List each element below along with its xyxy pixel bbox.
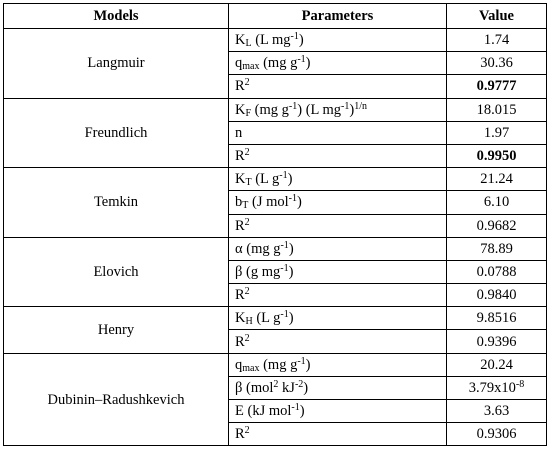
parameter-unit-exponent: -2 [294, 378, 304, 390]
parameter-unit-text: (L mg [251, 32, 291, 49]
parameter-unit-exponent: -1 [297, 54, 306, 66]
value-cell [447, 423, 547, 446]
parameter-unit-text: ) (L mg [297, 101, 342, 118]
isotherm-parameters-table [3, 3, 547, 446]
parameter-subscript: H [245, 316, 253, 328]
parameter-cell [229, 423, 447, 446]
parameter-subscript: L [245, 38, 252, 50]
parameter-unit-text: ) [305, 55, 311, 72]
parameter-cell [229, 307, 447, 330]
parameter-unit-text: (mg g [259, 55, 298, 72]
table-row [4, 98, 547, 121]
parameter-unit-text: (mg g [242, 240, 281, 257]
parameter-value: 0.9777 [476, 78, 517, 95]
parameter-superscript: 2 [244, 425, 250, 437]
parameter-unit-exponent: -1 [288, 100, 298, 112]
parameter-cell [229, 29, 447, 52]
parameter-value: 0.9840 [476, 287, 517, 304]
parameter-cell [229, 284, 447, 307]
parameter-unit-exponent: -1 [280, 239, 289, 251]
model-name: Elovich [4, 237, 229, 307]
parameter-unit-exponent: -1 [291, 402, 300, 414]
parameter-unit-text: ) [296, 194, 302, 211]
parameter-symbol: R [235, 78, 245, 95]
header-value: Value [447, 4, 547, 29]
parameter-value: 9.8516 [476, 310, 517, 327]
parameter-unit-text: (mol [242, 379, 274, 396]
table-body [4, 29, 547, 446]
parameter-unit-text: (J mol [248, 194, 289, 211]
parameter-unit-text: ) [299, 403, 305, 420]
value-cell [447, 121, 547, 144]
parameter-symbol: R [235, 217, 245, 234]
parameter-subscript: max [242, 362, 260, 374]
parameter-unit-exponent: 1/n [354, 100, 367, 112]
parameter-value: 18.015 [476, 101, 517, 118]
value-cell [447, 144, 547, 167]
parameter-unit-exponent: -1 [279, 170, 288, 182]
parameter-unit-text: (kJ mol [243, 403, 292, 420]
value-cell [447, 191, 547, 214]
value-cell [447, 376, 547, 399]
parameter-superscript: 2 [244, 286, 250, 298]
parameter-symbol: b [235, 194, 243, 211]
parameter-unit-exponent: -1 [341, 100, 350, 112]
parameter-value: 0.0788 [476, 263, 517, 280]
parameter-unit-text: ) [287, 171, 293, 188]
parameter-value: 0.9950 [476, 148, 517, 165]
value-cell [447, 260, 547, 283]
parameter-unit-text: (L g [251, 171, 280, 188]
parameter-unit-exponent: -1 [297, 355, 306, 367]
parameter-symbol: R [235, 148, 245, 165]
parameter-superscript: 2 [244, 216, 250, 228]
parameter-symbol: R [235, 333, 245, 350]
parameter-unit-exponent: -1 [280, 309, 289, 321]
parameter-unit-text: (g mg [242, 263, 281, 280]
parameter-unit-text: ) [305, 356, 311, 373]
value-cell [447, 237, 547, 260]
table-row [4, 29, 547, 52]
value-cell [447, 75, 547, 98]
parameter-cell [229, 237, 447, 260]
parameter-unit-text: kJ [278, 379, 295, 396]
parameter-value: 78.89 [480, 240, 513, 257]
value-cell [447, 330, 547, 353]
parameter-subscript: T [242, 200, 249, 212]
model-name: Temkin [4, 168, 229, 238]
parameter-unit-text: (mg g [259, 356, 298, 373]
parameter-value: 0.9306 [476, 426, 517, 443]
parameter-cell [229, 400, 447, 423]
parameter-subscript: T [245, 177, 252, 189]
parameter-value: 0.9396 [476, 333, 517, 350]
parameter-subscript: max [242, 61, 260, 73]
header-row [4, 4, 547, 29]
parameter-cell [229, 98, 447, 121]
model-name: Langmuir [4, 29, 229, 99]
parameter-cell [229, 168, 447, 191]
value-cell [447, 307, 547, 330]
parameter-value: 3.79x10 [468, 379, 516, 396]
parameter-symbol: β [235, 379, 243, 396]
parameter-cell [229, 214, 447, 237]
parameter-symbol: E [235, 403, 244, 420]
parameter-symbol: R [235, 426, 245, 443]
parameter-value: 6.10 [483, 194, 510, 211]
parameter-cell [229, 121, 447, 144]
parameter-unit-text: ) [298, 32, 304, 49]
parameter-unit-exponent: -1 [288, 193, 297, 205]
value-cell [447, 214, 547, 237]
model-name: Dubinin–Radushkevich [4, 353, 229, 446]
parameter-symbol: K [235, 101, 246, 118]
table-row [4, 353, 547, 376]
model-name: Freundlich [4, 98, 229, 168]
table-row [4, 237, 547, 260]
parameter-symbol: n [235, 124, 243, 141]
parameter-superscript: 2 [244, 77, 250, 89]
parameter-cell [229, 376, 447, 399]
value-cell [447, 98, 547, 121]
table-row [4, 168, 547, 191]
parameter-cell [229, 52, 447, 75]
parameter-unit-exponent: -1 [290, 31, 299, 43]
parameter-cell [229, 330, 447, 353]
header-parameters: Parameters [229, 4, 447, 29]
parameter-unit-exponent: 2 [273, 378, 279, 390]
parameter-symbol: α [235, 240, 243, 257]
parameter-cell [229, 260, 447, 283]
parameter-subscript: F [245, 107, 252, 119]
parameter-unit-text: ) [288, 310, 294, 327]
parameter-cell [229, 191, 447, 214]
parameter-symbol: q [235, 55, 243, 72]
parameter-value: 20.24 [480, 356, 513, 373]
value-cell [447, 29, 547, 52]
value-cell [447, 353, 547, 376]
parameter-superscript: 2 [244, 332, 250, 344]
parameter-symbol: R [235, 287, 245, 304]
parameter-unit-text: (mg g [251, 101, 289, 118]
model-name: Henry [4, 307, 229, 353]
parameter-symbol: K [235, 310, 246, 327]
parameter-value: 21.24 [480, 171, 513, 188]
parameter-value: 1.74 [483, 32, 510, 49]
value-cell [447, 52, 547, 75]
header-models: Models [4, 4, 229, 29]
parameter-unit-text: ) [288, 263, 294, 280]
parameter-value: 0.9682 [476, 217, 517, 234]
parameter-symbol: q [235, 356, 243, 373]
parameter-cell [229, 353, 447, 376]
value-cell [447, 168, 547, 191]
parameter-unit-text: ) [303, 379, 309, 396]
parameter-superscript: 2 [244, 147, 250, 159]
parameter-symbol: β [235, 263, 243, 280]
parameter-unit-text: ) [288, 240, 294, 257]
parameter-value: 3.63 [483, 403, 510, 420]
parameter-symbol: K [235, 171, 246, 188]
parameter-symbol: K [235, 32, 246, 49]
value-cell [447, 400, 547, 423]
parameter-value: 1.97 [483, 124, 510, 141]
parameter-cell [229, 75, 447, 98]
value-cell [447, 284, 547, 307]
parameter-unit-text: ) [349, 101, 355, 118]
table-row [4, 307, 547, 330]
parameter-unit-exponent: -1 [280, 262, 289, 274]
parameter-value: 30.36 [480, 55, 513, 72]
parameter-unit-text: (L g [252, 310, 281, 327]
value-exponent: -8 [515, 378, 525, 390]
parameter-cell [229, 144, 447, 167]
